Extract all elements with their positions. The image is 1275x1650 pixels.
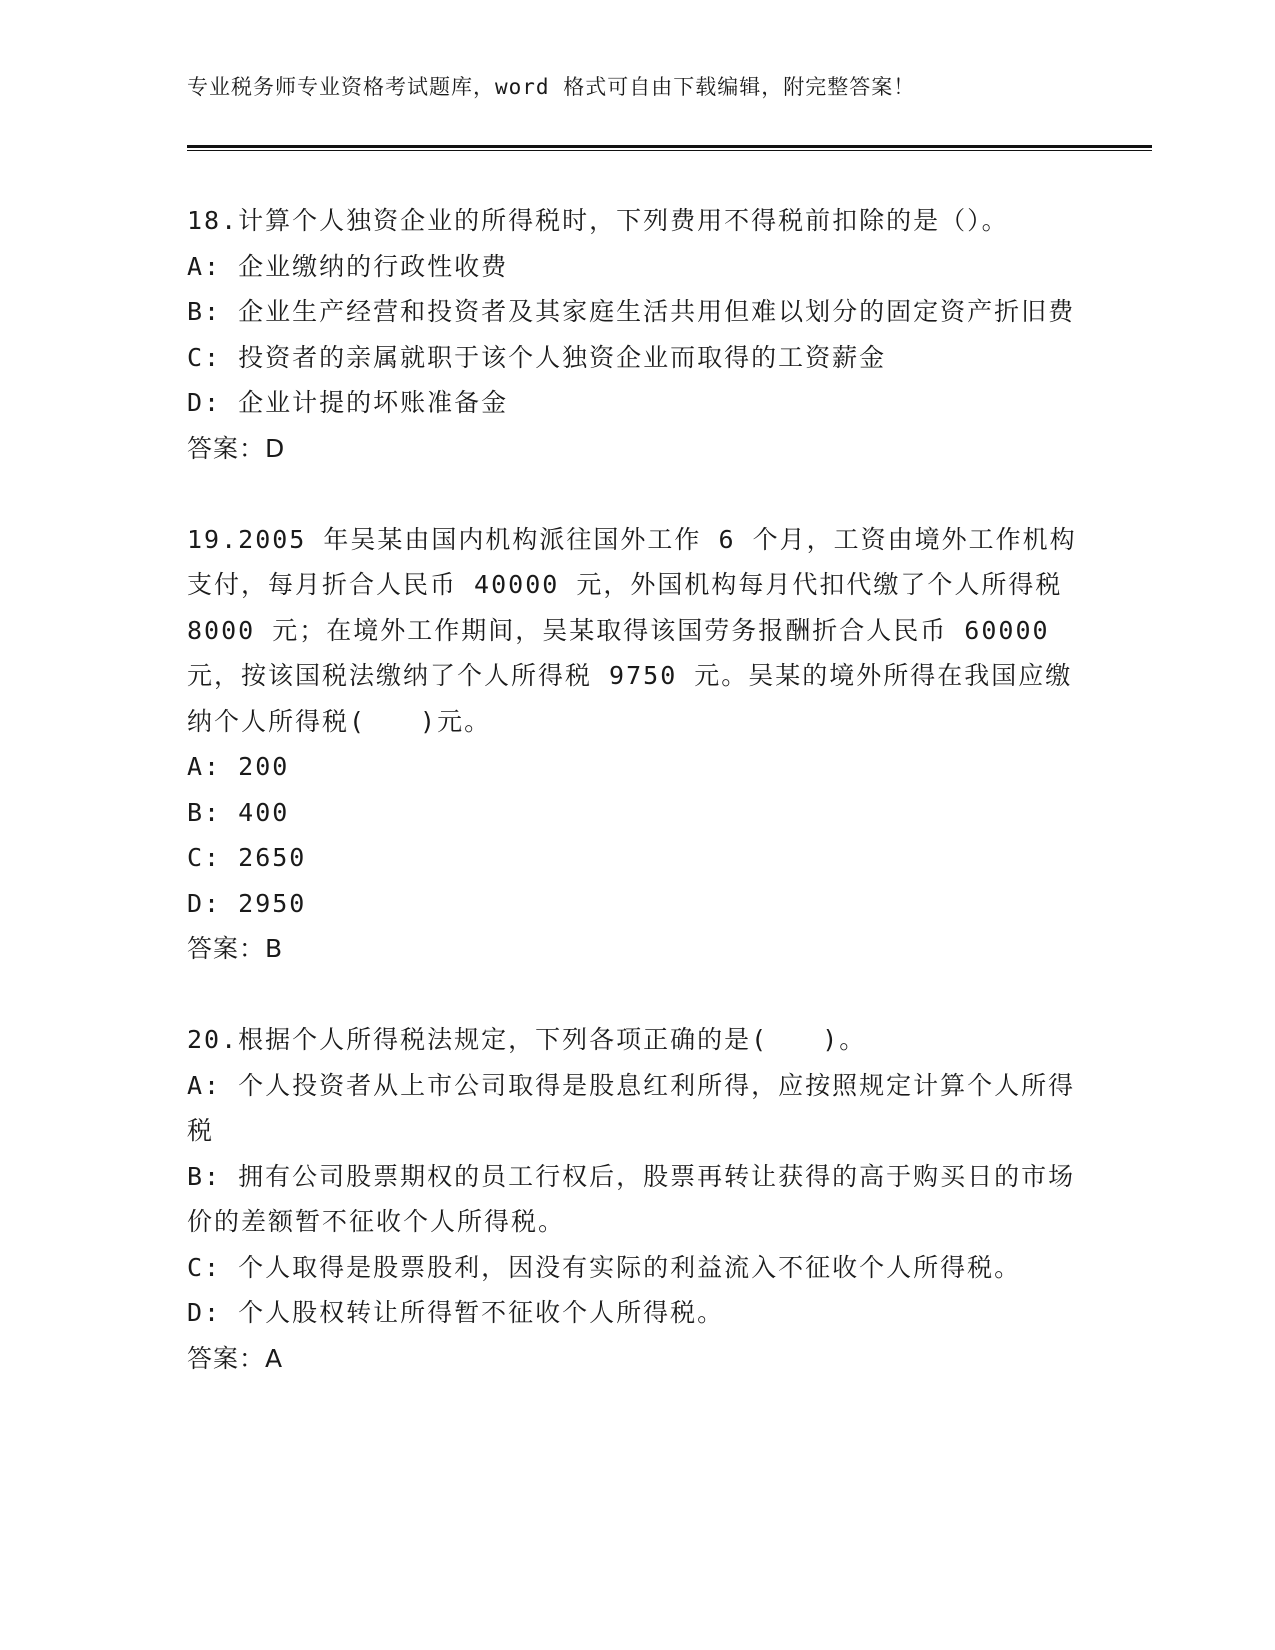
answer: 答案：B — [187, 934, 284, 963]
answer: 答案：A — [187, 1343, 284, 1373]
header-rule-thin — [187, 150, 1152, 151]
option-c: C: 投资者的亲属就职于该个人独资企业而取得的工资薪金 — [187, 342, 887, 372]
option-b: B: 400 — [187, 797, 290, 827]
question-stem: 18.计算个人独资企业的所得税时，下列费用不得税前扣除的是（）。 — [187, 206, 1009, 235]
option-b: B: 拥有公司股票期权的员工行权后，股票再转让获得的高于购买日的市场价的差额暂不征收个人所得税。 — [187, 1161, 1076, 1236]
question-19 — [187, 517, 1087, 972]
question-20 — [187, 1017, 1087, 1381]
answer: 答案：D — [187, 433, 286, 463]
option-b: B: 企业生产经营和投资者及其家庭生活共用但难以划分的固定资产折旧费 — [187, 297, 1076, 326]
page-header: 专业税务师专业资格考试题库，word 格式可自由下载编辑，附完整答案！ — [187, 75, 916, 99]
option-d: D: 2950 — [187, 888, 307, 918]
question-list — [187, 198, 1087, 1427]
option-a: A: 企业缴纳的行政性收费 — [187, 251, 509, 281]
option-d: D: 个人股权转让所得暂不征收个人所得税。 — [187, 1298, 725, 1327]
option-c: C: 2650 — [187, 843, 307, 872]
question-stem: 20.根据个人所得税法规定，下列各项正确的是( )。 — [187, 1025, 867, 1054]
option-d: D: 企业计提的坏账准备金 — [187, 388, 509, 417]
option-c: C: 个人取得是股票股利，因没有实际的利益流入不征收个人所得税。 — [187, 1252, 1022, 1282]
header-rule-thick — [187, 145, 1152, 148]
question-stem: 19.2005 年吴某由国内机构派往国外工作 6 个月，工资由境外工作机构支付，每月折合人民币 40000 元，外国机构每月代扣代缴了个人所得税 8000 元；在境外工作期间，吴某取得该国劳务报酬折合人民币 60000 元，按该国税法缴纳了个人所得税 9750 元。吴某的境外所得在我国应缴纳个人所得税( )元。 — [187, 524, 1077, 736]
option-a: A: 200 — [187, 752, 290, 781]
option-a: A: 个人投资者从上市公司取得是股息红利所得，应按照规定计算个人所得税 — [187, 1070, 1076, 1145]
question-18 — [187, 198, 1087, 471]
